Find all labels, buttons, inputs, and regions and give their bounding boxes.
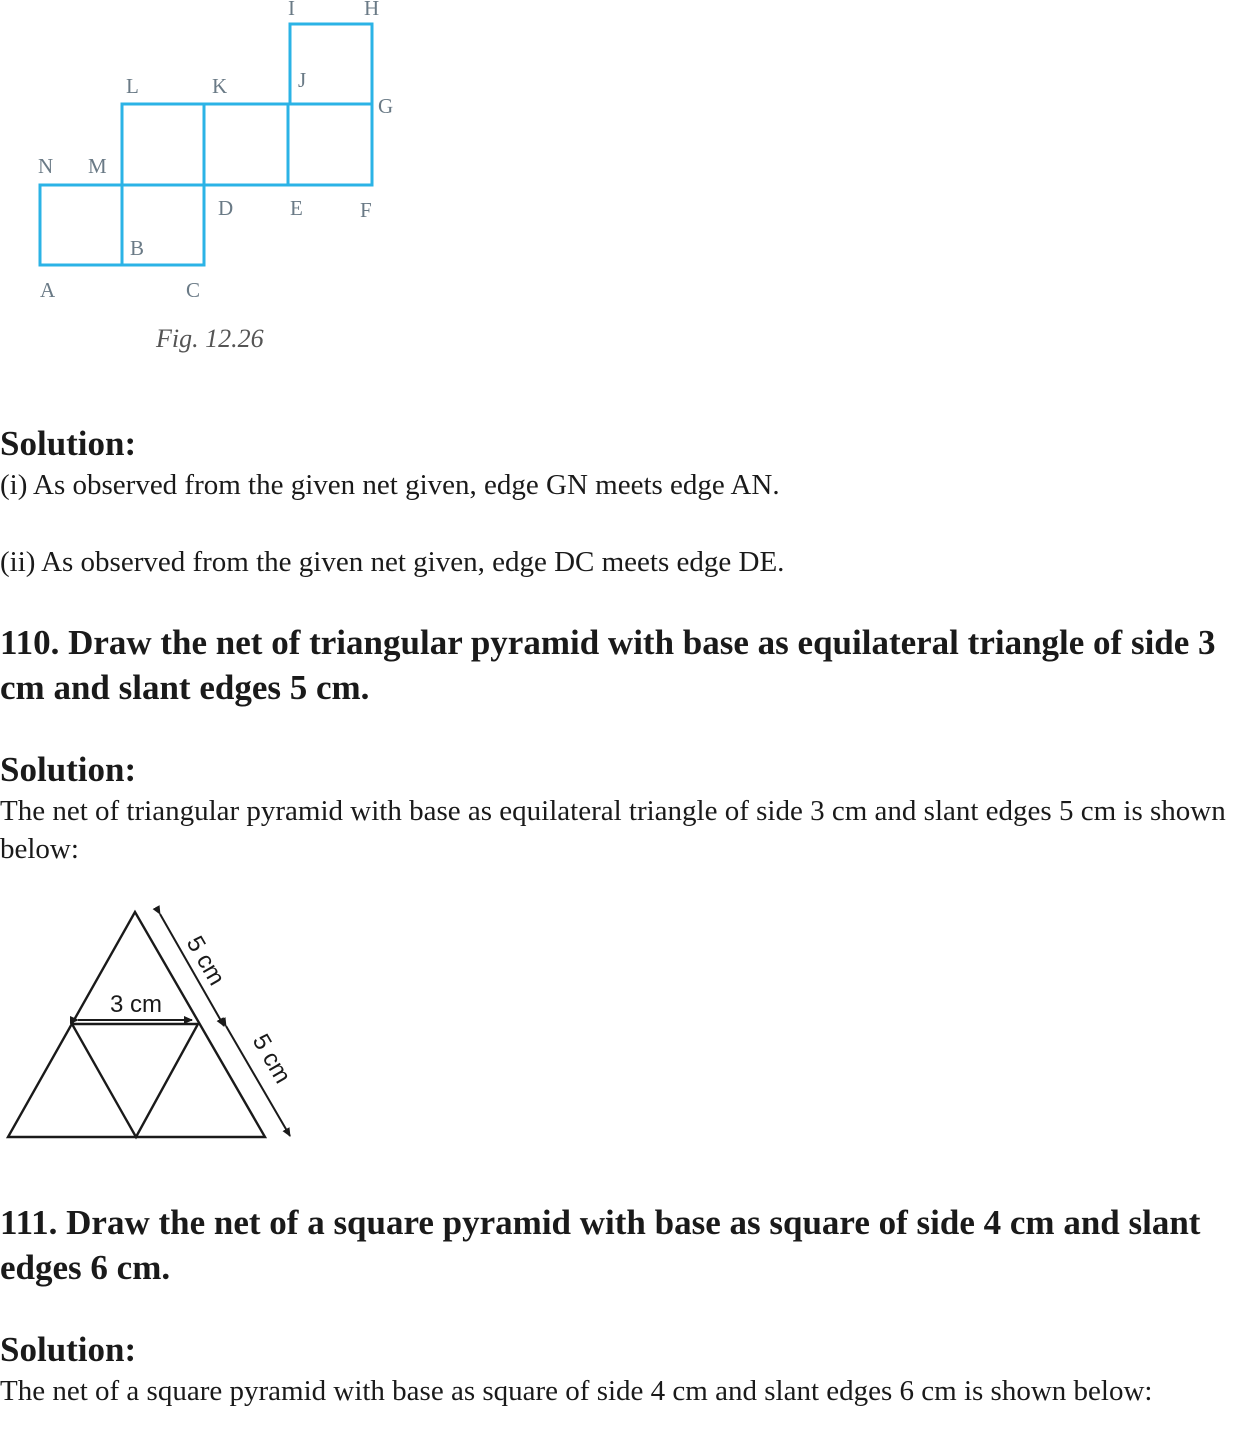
question-111: 111. Draw the net of a square pyramid with base as square of side 4 cm and slant edges 6 cm. bbox=[0, 1203, 1201, 1287]
vertex-label-d: D bbox=[218, 196, 234, 220]
vertex-label-l: L bbox=[126, 74, 139, 98]
vertex-label-k: K bbox=[212, 74, 228, 98]
solution-line-i: (i) As observed from the given net given, edge GN meets edge AN. bbox=[0, 469, 780, 501]
net-square-ab bbox=[40, 185, 122, 265]
net-square-ml bbox=[122, 104, 204, 185]
vertex-label-a: A bbox=[40, 278, 56, 302]
question-110: 110. Draw the net of triangular pyramid with base as equilateral triangle of side 3 cm and slant edges 5 cm. bbox=[0, 623, 1216, 707]
slant-length-label-bottom: 5 cm bbox=[246, 1029, 297, 1089]
vertex-label-g: G bbox=[378, 94, 394, 118]
solution-heading-110: Solution: bbox=[0, 750, 137, 789]
triangular-pyramid-net-figure bbox=[0, 900, 310, 1150]
vertex-label-e: E bbox=[290, 196, 303, 220]
vertex-label-j: J bbox=[298, 68, 307, 92]
vertex-label-c: C bbox=[186, 278, 201, 302]
vertex-label-f: F bbox=[360, 198, 372, 222]
vertex-label-b: B bbox=[130, 236, 145, 260]
vertex-label-m: M bbox=[88, 154, 107, 178]
vertex-label-i: I bbox=[288, 0, 295, 20]
vertex-label-n: N bbox=[38, 154, 54, 178]
solution-heading-111: Solution: bbox=[0, 1330, 137, 1369]
net-square-je bbox=[288, 104, 372, 185]
inner-base-triangle bbox=[72, 1024, 198, 1137]
slant-length-label-top: 5 cm bbox=[180, 931, 231, 991]
solution-111-text: The net of a square pyramid with base as square of side 4 cm and slant edges 6 cm is shown below: bbox=[0, 1375, 1153, 1407]
solution-110-text: The net of triangular pyramid with base as equilateral triangle of side 3 cm and slant edges 5 cm is shown below: bbox=[0, 795, 1226, 865]
solution-line-ii: (ii) As observed from the given net given, edge DC meets edge DE. bbox=[0, 546, 785, 578]
net-square-kd bbox=[204, 104, 288, 185]
cube-net-figure bbox=[0, 0, 420, 300]
vertex-label-h: H bbox=[364, 0, 380, 20]
base-length-label: 3 cm bbox=[110, 991, 163, 1018]
figure-caption: Fig. 12.26 bbox=[156, 324, 264, 353]
solution-heading-1: Solution: bbox=[0, 424, 137, 463]
